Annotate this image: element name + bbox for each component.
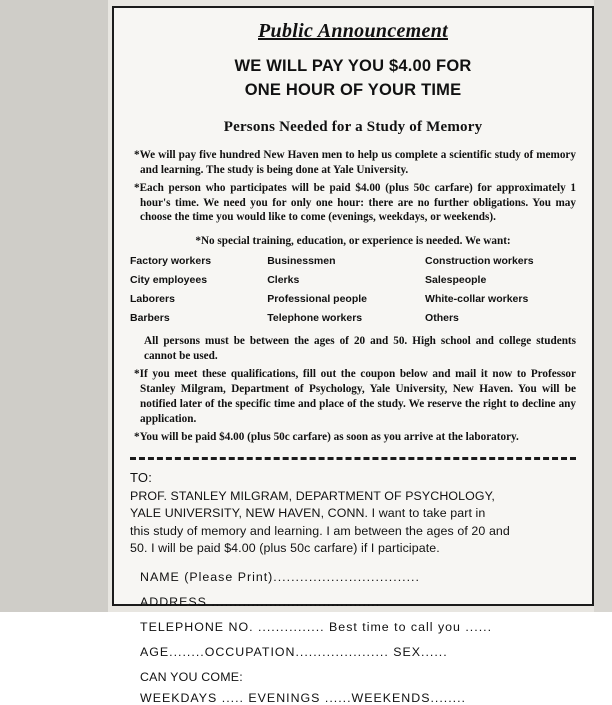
can-you-come-label: CAN YOU COME: [140, 669, 243, 684]
address-field[interactable]: ADDRESS ...................................... [140, 594, 381, 609]
job-item: Factory workers [130, 255, 212, 268]
job-item: White-collar workers [425, 293, 529, 306]
scan-right-margin [594, 0, 612, 612]
paragraph-payment: *Each person who participates will be paid $4.00 (plus 50c carfare) for approximately 1 hour's time. We need you for only one hour: there are no further obligations. You may choose the time you would like to come (evenings, weekdays, or weekends). [134, 181, 576, 224]
availability-field[interactable]: WEEKDAYS ..... EVENINGS ......WEEKENDS........ [140, 690, 466, 705]
page-title: Public Announcement [258, 20, 448, 42]
headline-line-2: ONE HOUR OF YOUR TIME [244, 80, 462, 99]
job-item: Barbers [130, 312, 170, 325]
job-item: Salespeople [425, 274, 487, 287]
headline-line-1: WE WILL PAY YOU $4.00 FOR [234, 57, 472, 75]
paragraph-payment-on-arrival: *You will be paid $4.00 (plus 50c carfare) as soon as you arrive at the laboratory. [134, 430, 519, 443]
coupon-address-line-3: this study of memory and learning. I am between the ages of 20 and [130, 523, 510, 538]
telephone-field[interactable]: TELEPHONE NO. ............... Best time to call you ...... [140, 619, 493, 634]
paragraph-intro: *We will pay five hundred New Haven men to help us complete a scientific study of memory and learning. The study is being done at Yale University. [134, 148, 576, 176]
subheading: Persons Needed for a Study of Memory [223, 118, 483, 135]
paragraph-age-requirement: All persons must be between the ages of 20 and 50. High school and college students cannot be used. [144, 335, 576, 363]
job-item: Clerks [267, 274, 300, 287]
paragraph-instructions: *If you meet these qualifications, fill out the coupon below and mail it now to Professor Stanley Milgram, Department of Psychology, Yale University, New Haven. You will be notified later of the specific time and place of the study. We reserve the right to decline any application. [134, 368, 576, 425]
headline [130, 55, 576, 103]
coupon-to-label: TO: [130, 469, 153, 485]
job-item: Businessmen [267, 255, 336, 268]
job-item: Others [425, 312, 459, 325]
job-item: City employees [130, 274, 208, 287]
mail-in-coupon [130, 470, 576, 705]
jobs-list [130, 255, 576, 324]
job-item: Telephone workers [267, 312, 363, 325]
job-item: Laborers [130, 293, 175, 306]
coupon-address-line-2: YALE UNIVERSITY, NEW HAVEN, CONN. I want to take part in [130, 506, 486, 521]
flyer-body [112, 6, 594, 705]
scan-left-margin [0, 0, 108, 612]
job-item: Construction workers [425, 255, 534, 268]
job-item: Professional people [267, 293, 367, 306]
name-field[interactable]: NAME (Please Print)................................. [140, 569, 420, 584]
jobs-heading: *No special training, education, or experience is needed. We want: [195, 235, 511, 248]
age-occupation-sex-field[interactable]: AGE........OCCUPATION..................... SEX...... [140, 644, 448, 659]
coupon-address-line-4: 50. I will be paid $4.00 (plus 50c carfare) if I participate. [130, 541, 440, 556]
coupon-address [130, 488, 576, 558]
tear-off-divider [130, 457, 576, 460]
coupon-address-line-1: PROF. STANLEY MILGRAM, DEPARTMENT OF PSYCHOLOGY, [130, 488, 495, 503]
